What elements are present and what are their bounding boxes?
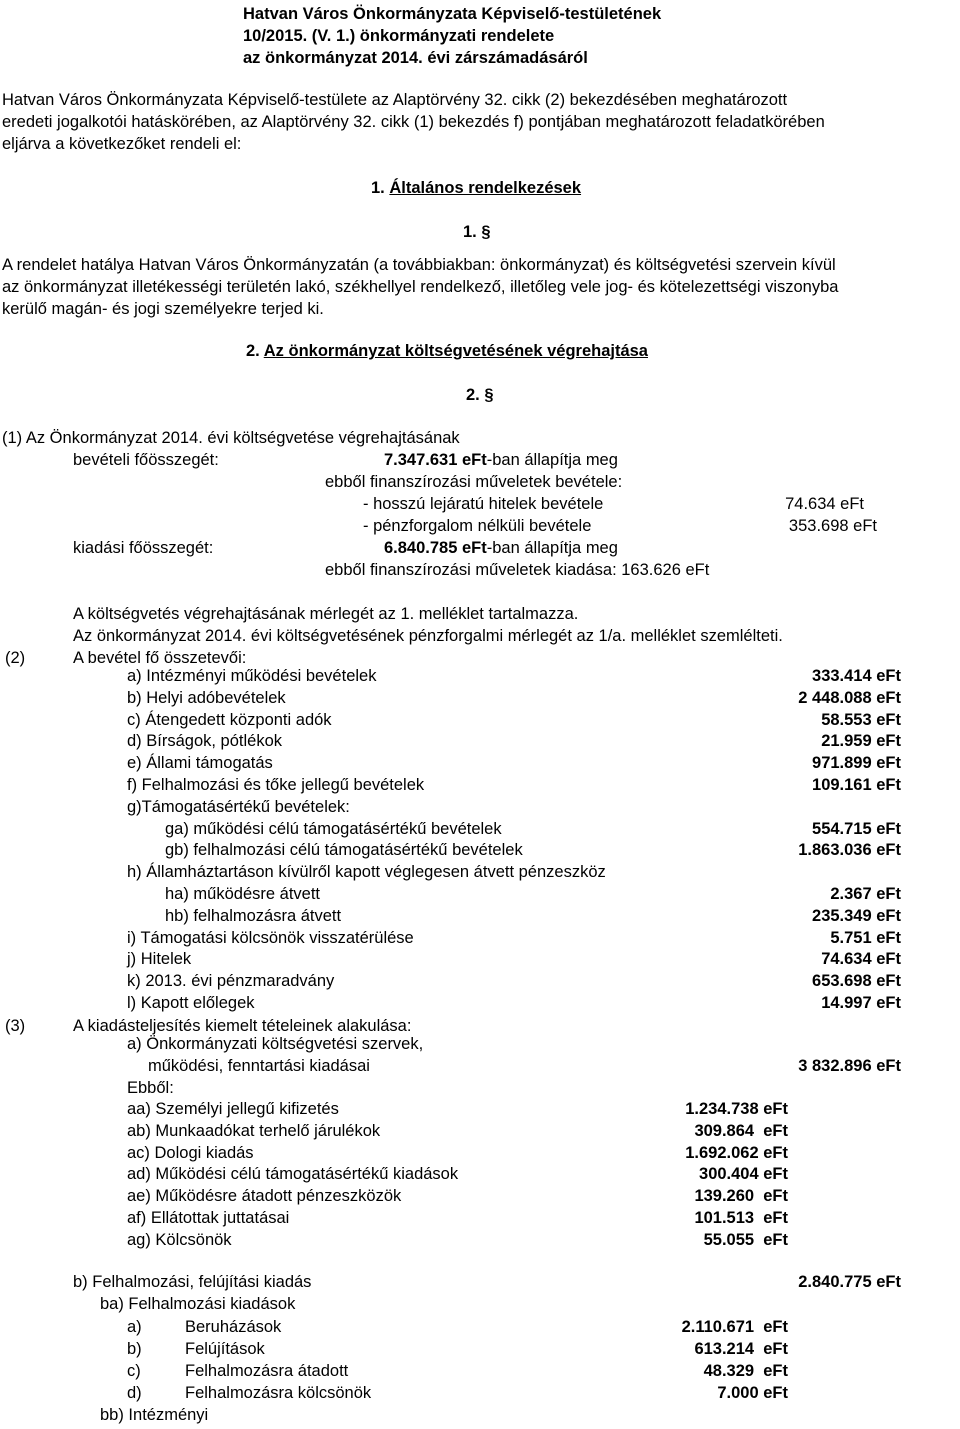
section2-intro: (1) Az Önkormányzat 2014. évi költségvetése végrehajtásának (2, 429, 460, 447)
expenditure-number: (3) (5, 1017, 26, 1035)
preamble-line-3: eljárva a következőket rendeli el: (2, 135, 242, 153)
revenue-financing-item-1: - hosszú lejáratú hitelek bevétele (363, 495, 604, 513)
revenue-item-label: g)Támogatásértékű bevételek: (127, 797, 350, 816)
revenue-financing-value-2: 353.698 eFt (788, 517, 877, 535)
revenue-item-value: 235.349 eFt (812, 906, 901, 925)
section1-text-1: A rendelet hatálya Hatvan Város Önkormányzatán (a továbbiakban: önkormányzat) és költségvetési szervein kívül (2, 256, 836, 274)
preamble-line-1: Hatvan Város Önkormányzata Képviselő-testülete az Alaptörvény 32. cikk (2) bekezdésében meghatározott (2, 91, 788, 109)
revenue-item-label: i) Támogatási kölcsönök visszatérülése (127, 928, 414, 947)
expenditure-ba-item-label: Beruházások (185, 1318, 282, 1336)
expenditure-ba-label: ba) Felhalmozási kiadások (100, 1295, 296, 1313)
revenue-item-value: 109.161 eFt (812, 776, 901, 794)
expenditure-ba-item-value: 613.214 eFt (694, 1340, 788, 1358)
revenue-item-value: 21.959 eFt (821, 732, 901, 751)
expenditure-total-value: 6.840.785 eFt-ban állapítja meg (384, 539, 618, 557)
revenue-item-label: c) Átengedett központi adók (127, 710, 332, 729)
revenue-item-value: 74.634 eFt (821, 950, 901, 969)
title-line-3: az önkormányzat 2014. évi zárszámadásáról (243, 49, 588, 67)
revenue-item-value: 14.997 eFt (821, 994, 901, 1012)
expenditure-a-item-label: ac) Dologi kiadás (127, 1143, 254, 1162)
expenditure-a-item-label: ab) Munkaadókat terhelő járulékok (127, 1121, 381, 1140)
expenditure-financing-label: ebből finanszírozási műveletek kiadása: 163.626 eFt (325, 561, 710, 579)
section2-heading: 2. Az önkormányzat költségvetésének végrehajtása (246, 342, 648, 360)
revenue-heading: A bevétel fő összetevői: (73, 649, 247, 667)
revenue-item-label: gb) felhalmozási célú támogatásértékű bevételek (165, 841, 523, 860)
expenditure-ba-item-value: 7.000 eFt (717, 1384, 788, 1402)
revenue-financing-label: ebből finanszírozási műveletek bevétele: (325, 473, 623, 491)
expenditure-a-item-label: ae) Működésre átadott pénzeszközök (127, 1187, 402, 1206)
revenue-item-label: e) Állami támogatás (127, 754, 273, 773)
revenue-total-value: 7.347.631 eFt-ban állapítja meg (384, 451, 618, 469)
revenue-item-label: a) Intézményi működési bevételek (127, 667, 377, 685)
expenditure-b-label: b) Felhalmozási, felújítási kiadás (73, 1273, 312, 1291)
revenue-item-label: ga) működési célú támogatásértékű bevételek (165, 819, 502, 838)
revenue-item-value: 554.715 eFt (812, 819, 901, 838)
revenue-item-value: 58.553 eFt (821, 710, 901, 729)
expenditure-a-line-1: a) Önkormányzati költségvetési szervek, (127, 1035, 424, 1053)
note-1: A költségvetés végrehajtásának mérlegét az 1. melléklet tartalmazza. (73, 605, 579, 623)
expenditure-ba-item-letter: c) (127, 1362, 141, 1380)
expenditure-ba-item-letter: a) (127, 1318, 142, 1336)
expenditure-a-item-label: ad) Működési célú támogatásértékű kiadások (127, 1165, 459, 1184)
section1-text-2: az önkormányzat illetékességi területén lakó, székhellyel rendelkező, illetőleg vele jog- és kötelezettségi viszonyba (2, 278, 839, 296)
expenditure-ba-item-label: Felújítások (185, 1340, 265, 1358)
expenditure-ba-item-letter: d) (127, 1384, 142, 1402)
revenue-total-label: bevételi főösszegét: (73, 451, 219, 469)
expenditure-a-item-value: 1.234.738 eFt (685, 1100, 788, 1118)
revenue-item-label: k) 2013. évi pénzmaradvány (127, 972, 335, 991)
revenue-item-value: 2 448.088 eFt (798, 688, 901, 707)
expenditure-a-item-value: 139.260 eFt (694, 1187, 788, 1206)
expenditure-a-value: 3 832.896 eFt (798, 1057, 901, 1075)
expenditure-a-item-label: ag) Kölcsönök (127, 1230, 232, 1249)
expenditure-ba-item-letter: b) (127, 1340, 142, 1358)
revenue-item-label: hb) felhalmozásra átvett (165, 906, 342, 925)
expenditure-ba-item-label: Felhalmozásra átadott (185, 1362, 349, 1380)
revenue-financing-item-2: - pénzforgalom nélküli bevétele (363, 517, 592, 535)
expenditure-a-line-2: működési, fenntartási kiadásai (148, 1057, 370, 1075)
expenditure-a-item-value: 55.055 eFt (703, 1230, 788, 1249)
revenue-item-value: 1.863.036 eFt (798, 841, 901, 860)
expenditure-ba-item-value: 48.329 eFt (703, 1362, 788, 1380)
revenue-item-value: 653.698 eFt (812, 972, 901, 991)
expenditure-a-item-value: 101.513 eFt (694, 1209, 788, 1227)
revenue-item-value: 333.414 eFt (812, 667, 901, 685)
revenue-item-label: ha) működésre átvett (165, 885, 320, 903)
revenue-item-label: b) Helyi adóbevételek (127, 688, 286, 707)
revenue-item-value: 5.751 eFt (830, 928, 901, 947)
revenue-financing-value-1: 74.634 eFt (785, 495, 864, 513)
expenditure-a-item-label: aa) Személyi jellegű kifizetés (127, 1100, 339, 1118)
revenue-item-label: j) Hitelek (127, 950, 192, 969)
note-2: Az önkormányzat 2014. évi költségvetésének pénzforgalmi mérlegét az 1/a. melléklet szemlélteti. (73, 627, 783, 645)
expenditure-a-item-label: af) Ellátottak juttatásai (127, 1209, 290, 1227)
expenditure-heading: A kiadásteljesítés kiemelt tételeinek alakulása: (73, 1017, 412, 1035)
revenue-item-label: f) Felhalmozási és tőke jellegű bevételek (127, 776, 425, 794)
revenue-item-value: 2.367 eFt (830, 885, 901, 903)
expenditure-total-label: kiadási főösszegét: (73, 539, 214, 557)
revenue-item-value: 971.899 eFt (812, 754, 901, 773)
preamble-line-2: eredeti jogalkotói hatáskörében, az Alaptörvény 32. cikk (1) bekezdés f) pontjában meghatározott feladatkörében (2, 113, 825, 131)
revenue-item-label: d) Bírságok, pótlékok (127, 732, 282, 751)
revenue-item-label: h) Államháztartáson kívülről kapott véglegesen átvett pénzeszköz (127, 863, 606, 882)
revenue-item-label: l) Kapott előlegek (127, 994, 255, 1012)
expenditure-bb-label: bb) Intézményi (100, 1406, 209, 1424)
expenditure-ba-item-value: 2.110.671 eFt (681, 1318, 788, 1336)
expenditure-a-item-value: 1.692.062 eFt (685, 1143, 788, 1162)
paragraph-1-label: 1. § (463, 223, 491, 241)
title-line-2: 10/2015. (V. 1.) önkormányzati rendelete (243, 27, 555, 45)
expenditure-ba-item-label: Felhalmozásra kölcsönök (185, 1384, 372, 1402)
expenditure-a-item-value: 309.864 eFt (694, 1121, 788, 1140)
title-line-1: Hatvan Város Önkormányzata Képviselő-testületének (243, 5, 662, 23)
expenditure-b-value: 2.840.775 eFt (798, 1273, 901, 1291)
section1-text-3: kerülő magán- és jogi személyekre terjed ki. (2, 300, 324, 318)
paragraph-2-label: 2. § (466, 386, 494, 404)
expenditure-ebbol: Ebből: (127, 1079, 174, 1097)
expenditure-a-item-value: 300.404 eFt (699, 1165, 788, 1184)
revenue-number: (2) (5, 649, 26, 667)
section1-heading: 1. Általános rendelkezések (371, 179, 582, 197)
